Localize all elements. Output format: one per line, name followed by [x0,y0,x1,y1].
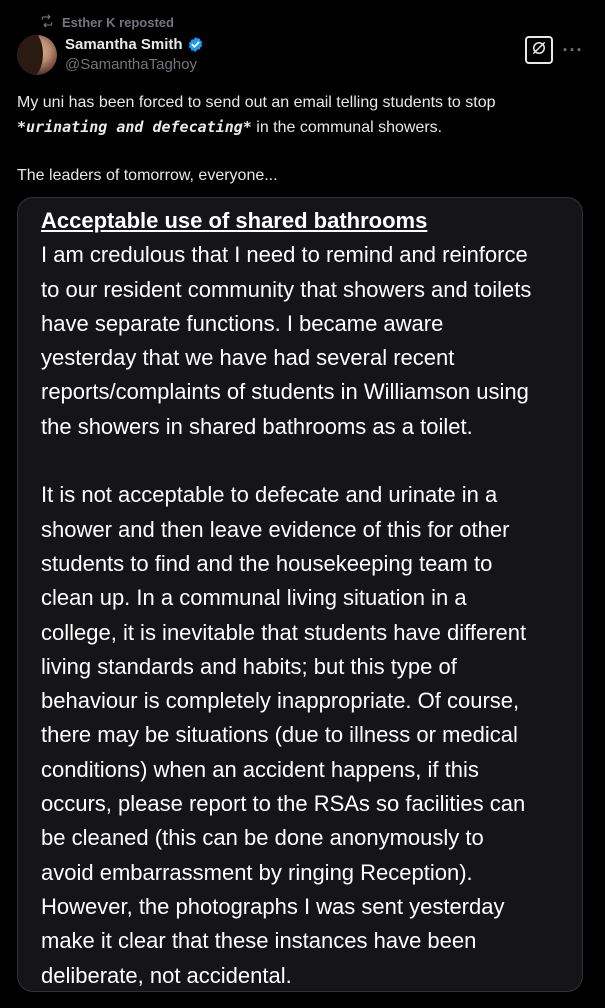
repost-indicator[interactable] [40,14,174,31]
image-line: However, the photographs I was sent yesterday [41,893,505,919]
repost-icon [40,14,54,31]
avatar[interactable] [17,35,57,75]
more-options-button[interactable] [563,38,583,62]
author-handle[interactable]: @SamanthaTaghoy [65,56,197,73]
author-display-name[interactable]: Samantha Smith [65,36,183,53]
image-line: make it clear that these instances have been [41,928,477,954]
image-line: college, it is inevitable that students have different [41,619,527,645]
image-line: living standards and habits; but this type of [41,653,457,679]
image-text [18,198,582,992]
grok-button[interactable] [525,36,553,64]
image-line: shower and then leave evidence of this for other [41,516,510,542]
verified-badge-icon[interactable] [187,36,204,53]
image-line: deliberate, not accidental. [41,962,292,988]
tweet-emphasis: *urinating and defecating* [17,118,252,136]
image-heading: Acceptable use of shared bathrooms [41,208,428,233]
tweet-line-2: in the communal showers. [251,119,443,136]
image-line: the showers in shared bathrooms as a toilet. [41,413,473,439]
tweet-text [17,91,587,188]
image-line: behaviour is completely inappropriate. Of course, [41,688,520,714]
image-line: reports/complaints of students in Williamson using [41,379,529,405]
grok-icon [530,39,548,62]
tweet-line-3: The leaders of tomorrow, everyone... [17,167,278,184]
image-line: I am credulous that I need to remind and reinforce [41,242,528,268]
image-line: there may be situations (due to illness or medical [41,722,518,748]
image-line: conditions) when an accident happens, if this [41,756,479,782]
author-info [65,36,204,73]
image-line: occurs, please report to the RSAs so facilities can [41,791,526,817]
image-line: to our resident community that showers and toilets [41,276,532,302]
attached-image[interactable] [17,197,583,992]
image-line: yesterday that we have had several recent [41,345,455,371]
image-line: It is not acceptable to defecate and urinate in a [41,482,498,508]
image-line: avoid embarrassment by ringing Reception). [41,859,473,885]
more-dots-icon: ··· [562,39,584,60]
image-line: clean up. In a communal living situation in a [41,585,467,611]
image-line: be cleaned (this can be done anonymously to [41,825,484,851]
repost-text: Esther K reposted [62,15,174,30]
image-line: students to find and the housekeeping team to [41,550,493,576]
image-line: have separate functions. I became aware [41,310,444,336]
tweet-line-1: My uni has been forced to send out an email telling students to stop [17,94,496,111]
